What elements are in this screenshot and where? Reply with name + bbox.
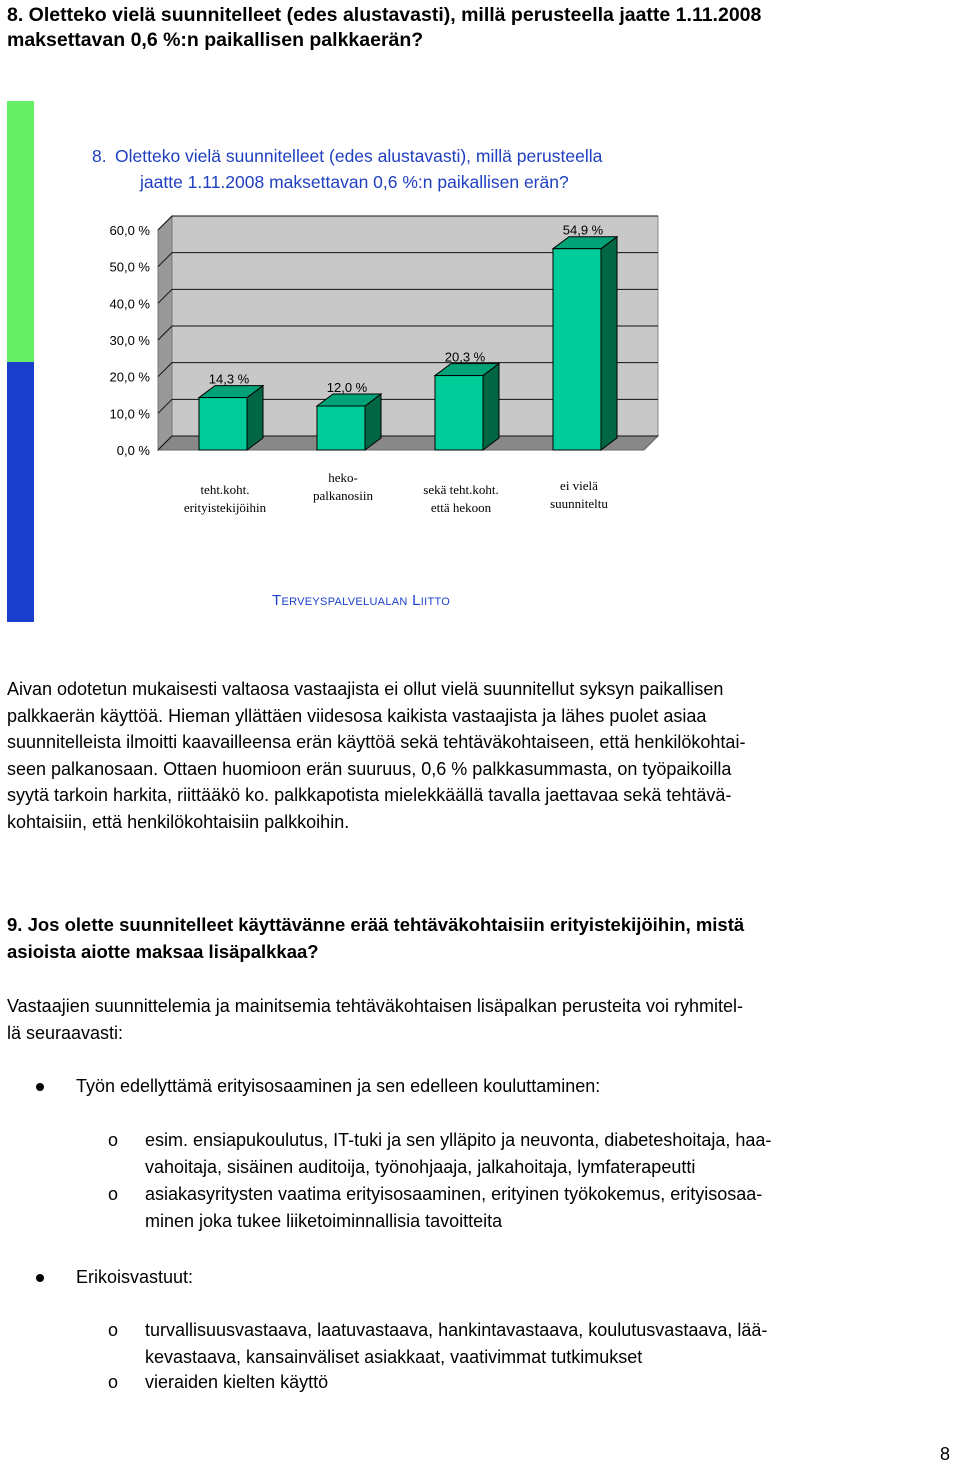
slide-stripe-green xyxy=(7,101,34,362)
category-label: heko- xyxy=(328,470,358,485)
heading-line-2: maksettavan 0,6 %:n paikallisen palkkaerän? xyxy=(7,29,424,51)
section-heading xyxy=(7,3,952,53)
question-9-heading xyxy=(7,911,942,965)
category-label: ei vielä xyxy=(560,478,598,493)
slide-title-number: 8. xyxy=(92,146,107,166)
sub-item-line: vahoitaja, sisäinen auditoija, työnohjaaja, jalkahoitaja, lymfaterapeutti xyxy=(145,1156,696,1177)
slide-title-line-1: Oletteko vielä suunnitelleet (edes alustavasti), millä perusteella xyxy=(115,146,603,166)
bar-value-label: 12,0 % xyxy=(326,380,368,395)
sub-bullet-icon: o xyxy=(108,1320,119,1340)
bullet-icon xyxy=(36,1274,44,1282)
intro-paragraph xyxy=(7,993,942,1046)
paragraph-line: syytä tarkoin harkita, riittääkö ko. palkkapotista mielekkäällä tavalla jaettavaa sekä tehtävä- xyxy=(7,785,732,805)
bar xyxy=(553,249,601,450)
category-label: suunniteltu xyxy=(550,496,608,511)
intro-line-2: lä seuraavasti: xyxy=(7,1022,124,1043)
paragraph-line: suunnitelleista ilmoitti kaavailleensa erän käyttöä sekä tehtäväkohtaiseen, että henkilökohtai- xyxy=(7,732,746,752)
sub-item-line: vieraiden kielten käyttö xyxy=(145,1372,329,1392)
organization-logo: Terveyspalvelualan Liitto xyxy=(272,592,451,609)
slide-stripe-blue xyxy=(7,362,34,622)
bar-value-label: 20,3 % xyxy=(444,349,486,365)
sub-list-item xyxy=(145,1317,950,1370)
sub-list-item xyxy=(145,1369,950,1396)
sub-bullet-icon: o xyxy=(108,1184,119,1204)
category-label: sekä teht.koht. xyxy=(423,482,499,497)
bar xyxy=(317,406,365,450)
slide-title-line-2: jaatte 1.11.2008 maksettavan 0,6 %:n paikallisen erän? xyxy=(140,172,569,192)
question-9-line-2: asioista aiotte maksaa lisäpalkkaa? xyxy=(7,941,319,962)
sub-list-item xyxy=(145,1181,950,1234)
paragraph-line: kohtaisiin, että henkilökohtaisiin palkkoihin. xyxy=(7,811,350,832)
paragraph-line: seen palkanosaan. Ottaen huomioon erän suuruus, 0,6 % palkkasummasta, on työpaikoilla xyxy=(7,758,732,779)
category-label: erityistekijöihin xyxy=(183,500,267,515)
question-9-line-1: 9. Jos olette suunnitelleet käyttävänne erää tehtäväkohtaisiin erityistekijöihin, mistä xyxy=(7,914,745,935)
y-tick-label: 20,0 % xyxy=(109,369,150,385)
bar xyxy=(199,398,247,450)
sub-bullet-icon: o xyxy=(108,1130,119,1150)
bar-value-label: 54,9 % xyxy=(562,222,604,238)
bar-value-label: 14,3 % xyxy=(208,371,250,387)
bar-chart xyxy=(60,210,680,530)
y-tick-label: 40,0 % xyxy=(109,296,150,312)
category-label: että hekoon xyxy=(430,500,492,515)
bar-side xyxy=(601,237,617,450)
y-tick-label: 0,0 % xyxy=(116,443,150,458)
summary-paragraph xyxy=(7,676,942,835)
list-item-label: Työn edellyttämä erityisosaaminen ja sen edelleen kouluttaminen: xyxy=(76,1076,601,1096)
paragraph-line: palkkaerän käyttöä. Hieman yllättäen viidesosa kaikista vastaajista ja lähes puolet asiaa xyxy=(7,705,707,726)
sub-item-line: kevastaava, kansainväliset asiakkaat, vaativimmat tutkimukset xyxy=(145,1346,643,1367)
list-item-label: Erikoisvastuut: xyxy=(76,1267,194,1287)
y-tick-label: 60,0 % xyxy=(109,223,150,238)
category-label: teht.koht. xyxy=(200,482,250,497)
y-tick-label: 10,0 % xyxy=(109,406,150,422)
bar xyxy=(435,376,483,450)
paragraph-line: Aivan odotetun mukaisesti valtaosa vastaajista ei ollut vielä suunnitellut syksyn paikallisen xyxy=(7,679,724,699)
bullet-icon xyxy=(36,1083,44,1091)
page-number: 8 xyxy=(940,1444,951,1464)
sub-item-line: turvallisuusvastaava, laatuvastaava, hankintavastaava, koulutusvastaava, lää- xyxy=(145,1320,768,1340)
category-label: palkanosiin xyxy=(313,488,373,503)
intro-line-1: Vastaajien suunnittelemia ja mainitsemia tehtäväkohtaisen lisäpalkan perusteita voi ryhmitel- xyxy=(7,996,744,1016)
sub-item-line: asiakasyritysten vaatima erityisosaaminen, erityinen työkokemus, erityisosaa- xyxy=(145,1184,763,1204)
y-tick-label: 50,0 % xyxy=(109,259,150,275)
sub-item-line: esim. ensiapukoulutus, IT-tuki ja sen ylläpito ja neuvonta, diabeteshoitaja, haa- xyxy=(145,1130,772,1150)
bar-side xyxy=(483,364,499,450)
sub-item-line: minen joka tukee liiketoiminnallisia tavoitteita xyxy=(145,1210,503,1231)
slide-title xyxy=(92,143,732,195)
y-tick-label: 30,0 % xyxy=(109,333,150,348)
sub-list-item xyxy=(145,1127,950,1180)
heading-line-1: 8. Oletteko vielä suunnitelleet (edes alustavasti), millä perusteella jaatte 1.11.2008 xyxy=(7,4,762,26)
sub-bullet-icon: o xyxy=(108,1372,119,1392)
